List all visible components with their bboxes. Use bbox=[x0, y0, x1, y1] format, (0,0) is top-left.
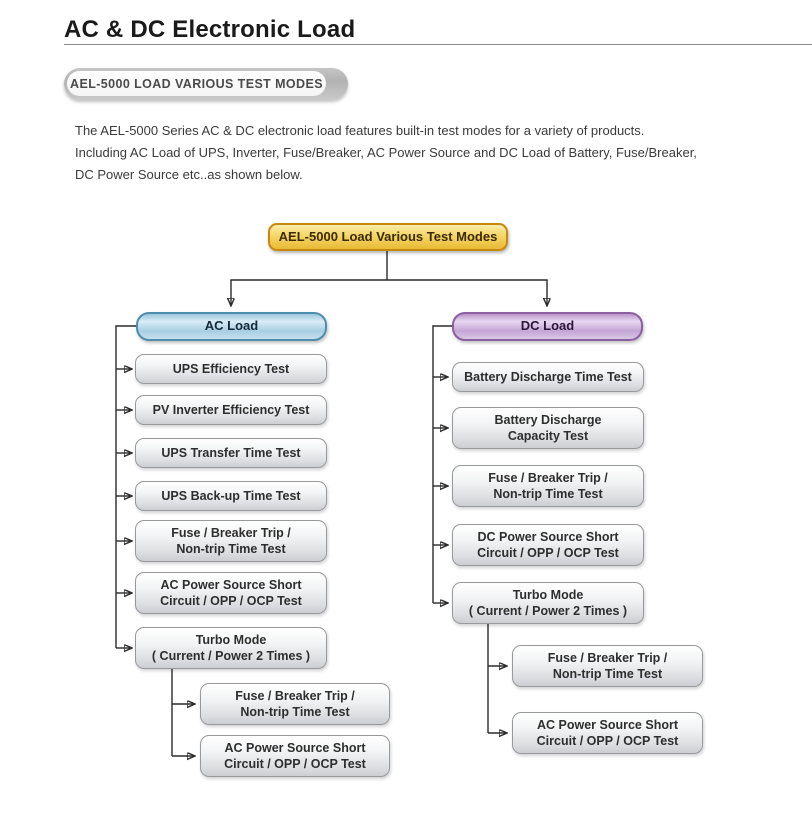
dc-child-node: Battery Discharge Time Test bbox=[452, 362, 644, 392]
dc-load-node: DC Load bbox=[452, 312, 643, 341]
intro-paragraph bbox=[75, 120, 755, 186]
ac-child-node: Fuse / Breaker Trip / Non-trip Time Test bbox=[135, 520, 327, 562]
page-title: AC & DC Electronic Load bbox=[64, 16, 356, 43]
dc-child-node: Fuse / Breaker Trip / Non-trip Time Test bbox=[452, 465, 644, 507]
model-badge bbox=[64, 68, 348, 100]
intro-line-3: DC Power Source etc..as shown below. bbox=[75, 167, 303, 182]
dc-turbo-child-node: Fuse / Breaker Trip / Non-trip Time Test bbox=[512, 645, 703, 687]
ac-turbo-child-node: AC Power Source Short Circuit / OPP / OCP Test bbox=[200, 735, 390, 777]
dc-child-node: Battery Discharge Capacity Test bbox=[452, 407, 644, 449]
intro-line-1: The AEL-5000 Series AC & DC electronic load features built-in test modes for a variety of products. bbox=[75, 123, 645, 138]
root-node: AEL-5000 Load Various Test Modes bbox=[268, 223, 508, 251]
ac-turbo-node: Turbo Mode ( Current / Power 2 Times ) bbox=[135, 627, 327, 669]
dc-turbo-child-node: AC Power Source Short Circuit / OPP / OCP Test bbox=[512, 712, 703, 754]
ac-child-node: UPS Back-up Time Test bbox=[135, 481, 327, 511]
model-badge-inner bbox=[67, 71, 326, 96]
dc-turbo-node: Turbo Mode ( Current / Power 2 Times ) bbox=[452, 582, 644, 624]
intro-line-2: Including AC Load of UPS, Inverter, Fuse/Breaker, AC Power Source and DC Load of Battery, Fuse/Breaker, bbox=[75, 145, 697, 160]
title-underline bbox=[64, 44, 812, 45]
ac-turbo-child-node: Fuse / Breaker Trip / Non-trip Time Test bbox=[200, 683, 390, 725]
ac-child-node: UPS Efficiency Test bbox=[135, 354, 327, 384]
ac-load-node: AC Load bbox=[136, 312, 327, 341]
model-badge-label: AEL-5000 LOAD VARIOUS TEST MODES bbox=[70, 76, 323, 91]
ac-child-node: AC Power Source Short Circuit / OPP / OCP Test bbox=[135, 572, 327, 614]
dc-child-node: DC Power Source Short Circuit / OPP / OCP Test bbox=[452, 524, 644, 566]
ac-child-node: UPS Transfer Time Test bbox=[135, 438, 327, 468]
ac-child-node: PV Inverter Efficiency Test bbox=[135, 395, 327, 425]
